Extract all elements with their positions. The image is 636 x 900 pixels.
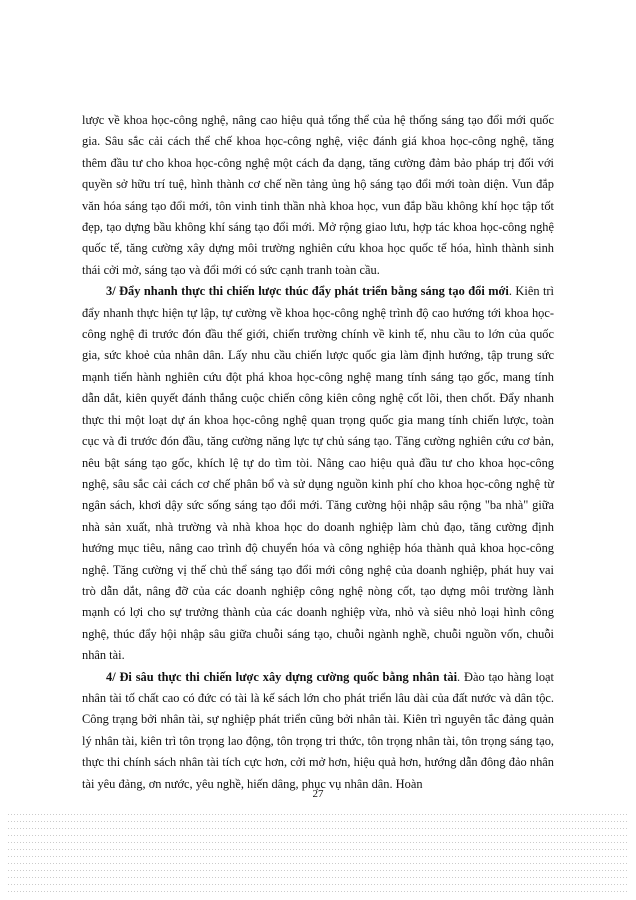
section-4-heading: 4/ Đi sâu thực thi chiến lược xây dựng cường quốc bằng nhân tài <box>106 669 458 684</box>
paragraph-section-3 <box>82 281 554 666</box>
page-number: 27 <box>312 788 324 800</box>
dotted-footer-pattern <box>8 808 628 898</box>
section-4-text: . Đào tạo hàng loạt nhân tài tố chất cao có đức có tài là kế sách lớn cho phát triển lâu dài của đất nước và dân tộc. Công trạng bởi nhân tài, sự nghiệp phát triển cũng bởi nhân tài. Kiên trì nguyên tắc đảng quản lý nhân tài, kiên trì tôn trọng lao động, tôn trọng tri thức, tôn trọng nhân tài, tôn trọng sáng tạo, thực thi chính sách nhân tài tích cực hơn, cởi mở hơn, hiệu quả hơn, hướng dẫn đông đảo nhân tài yêu đảng, ơn nước, yêu nghề, hiến dâng, phục vụ nhân dân. Hoàn <box>82 669 554 791</box>
paragraph-continuation <box>82 110 554 281</box>
paragraph-section-4 <box>82 667 554 795</box>
section-3-heading: 3/ Đẩy nhanh thực thi chiến lược thúc đẩy phát triển bằng sáng tạo đổi mới <box>106 284 509 299</box>
section-3-text: . Kiên trì đẩy nhanh thực hiện tự lập, tự cường về khoa học-công nghệ trình độ cao hướng tới khoa học-công nghệ đi trước đón đầu thế giới, chiến trường chính về kinh tế, nhu cầu to lớn của quốc gia, sức khoẻ của nhân dân. Lấy nhu cầu chiến lược quốc gia làm định hướng, tập trung sức mạnh tiến hành nghiên cứu đột phá khoa học-công nghệ mang tính sáng tạo gốc, mang tính dẫn dắt, kiên quyết đánh thắng cuộc chiến công kiên công nghệ cốt lõi, then chốt. Đẩy nhanh thực thi một loạt dự án khoa học-công nghệ quan trọng quốc gia mang tính chiến lược, toàn cục và đi trước đón đầu, tăng cường năng lực tự chủ sáng tạo. Tăng cường nghiên cứu cơ bản, nêu bật sáng tạo gốc, khích lệ tự do tìm tòi. Nâng cao hiệu quả đầu tư cho khoa học-công nghệ, sâu sắc cải cách cơ chế phân bổ và sử dụng nguồn kinh phí cho khoa học-công nghệ từ ngân sách, khơi dậy sức sống sáng tạo đổi mới. Tăng cường hội nhập sâu rộng "ba nhà" giữa nhà sản xuất, nhà trường và nhà khoa học do doanh nghiệp làm chủ đạo, tăng cường định hướng mục tiêu, nâng cao trình độ chuyển hóa và công nghiệp hóa thành quả khoa học-công nghệ. Tăng cường vị thế chủ thể sáng tạo đổi mới công nghệ của doanh nghiệp, phát huy vai trò dẫn dắt, nâng đỡ của các doanh nghiệp công nghệ nòng cốt, tạo dựng môi trường lành mạnh có lợi cho sự trưởng thành của các doanh nghiệp vừa, nhỏ và siêu nhỏ loại hình công nghệ, thúc đẩy hội nhập sâu giữa chuỗi sáng tạo, chuỗi ngành nghề, chuỗi nguồn vốn, chuỗi nhân tài. <box>82 284 554 663</box>
paragraph-1-text: lược về khoa học-công nghệ, nâng cao hiệu quả tổng thể của hệ thống sáng tạo đổi mới quốc gia. Sâu sắc cải cách thể chế khoa học-công nghệ, việc đánh giá khoa học-công nghệ, tăng thêm đầu tư cho khoa học-công nghệ một cách đa dạng, tăng cường đảm bảo pháp trị đối với quyền sở hữu trí tuệ, hình thành cơ chế nền tảng ủng hộ sáng tạo đổi mới toàn diện. Vun đắp văn hóa sáng tạo đổi mới, tôn vinh tinh thần nhà khoa học, vun đắp bầu không khí học tập tốt đẹp, tạo dựng bầu không khí sáng tạo đổi mới. Mở rộng giao lưu, hợp tác khoa học-công nghệ quốc tế, tăng cường xây dựng môi trường nghiên cứu khoa học quốc tế hóa, hình thành sinh thái cởi mở, sáng tạo và đổi mới có sức cạnh tranh toàn cầu. <box>82 113 554 277</box>
body-text <box>82 110 554 795</box>
